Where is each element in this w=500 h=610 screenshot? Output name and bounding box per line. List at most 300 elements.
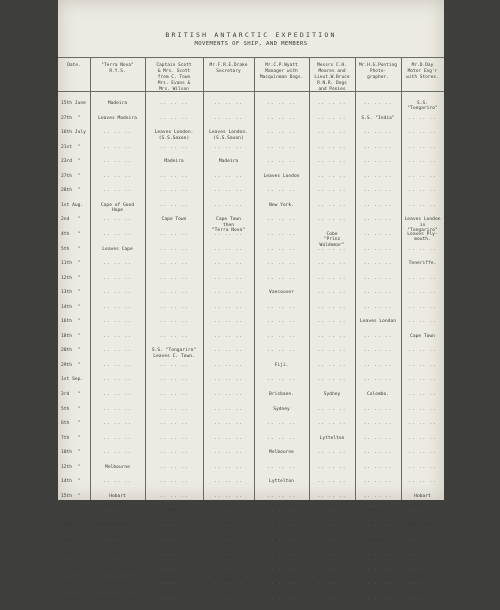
date-cell: 16th ": [61, 319, 81, 325]
ditto-marks: .. .. ..: [159, 522, 189, 528]
ditto-marks: .. .. ..: [214, 595, 243, 601]
table-cell: Leaves London: [360, 319, 396, 325]
ditto-marks: .. .. ..: [103, 261, 132, 267]
date-cell: 10th ": [61, 450, 81, 456]
column-header: Mr.F.R.E.Drake Secretary: [209, 63, 248, 74]
ditto-marks: .. .. ..: [317, 362, 347, 368]
ditto-marks: .. .. ..: [363, 362, 393, 368]
ditto-marks: .. .. ..: [103, 537, 132, 543]
table-cell: Madeira: [164, 159, 184, 165]
date-cell: 29th ": [61, 362, 81, 368]
table-row: [58, 217, 444, 232]
ditto-marks: .. .. ..: [317, 290, 347, 296]
ditto-marks: .. .. ..: [103, 304, 132, 310]
ditto-marks: .. .. ..: [159, 464, 189, 470]
document-subtitle: MOVEMENTS OF SHIP, AND MEMBERS: [194, 41, 308, 47]
ditto-marks: .. .. ..: [408, 508, 437, 514]
ditto-marks: .. .. ..: [408, 362, 437, 368]
ditto-marks: .. .. ..: [103, 144, 132, 150]
ditto-marks: .. .. ..: [159, 188, 189, 194]
table-cell: Leaves Melb'rn.: [96, 522, 139, 528]
table-row: [58, 116, 444, 131]
table-row: [58, 508, 444, 523]
ditto-marks: .. .. ..: [159, 537, 189, 543]
ditto-marks: .. .. ..: [159, 406, 189, 412]
table-cell: Sydney: [369, 537, 387, 543]
ditto-marks: .. .. ..: [363, 290, 393, 296]
table-cell: New Zealand: [407, 522, 438, 528]
ditto-marks: .. .. ..: [159, 290, 189, 296]
table-cell: Melbourne: [269, 450, 294, 456]
table-row: [58, 479, 444, 494]
table-row: [58, 232, 444, 247]
ditto-marks: .. .. ..: [214, 392, 243, 397]
ditto-marks: .. .. ..: [159, 144, 189, 150]
ditto-marks: .. .. ..: [267, 159, 296, 165]
table-cell: Melbourne: [105, 464, 130, 470]
ditto-marks: .. .. ..: [408, 421, 437, 427]
ditto-marks: .. .. ..: [214, 290, 243, 296]
ditto-marks: .. .. ..: [363, 552, 393, 558]
ditto-marks: .. .. ..: [363, 173, 393, 179]
ditto-marks: .. .. ..: [408, 537, 437, 543]
ditto-marks: .. .. ..: [363, 566, 393, 572]
ditto-marks: .. .. ..: [317, 188, 347, 194]
table-row: [58, 290, 444, 305]
ditto-marks: .. .. ..: [317, 130, 347, 136]
ditto-marks: .. .. ..: [159, 581, 189, 587]
table-row: [58, 130, 444, 145]
table-row: [58, 159, 444, 174]
table-cell: Hobart: [414, 493, 431, 499]
ditto-marks: .. .. ..: [214, 493, 243, 499]
ditto-marks: .. .. ..: [363, 421, 393, 427]
ditto-marks: .. .. ..: [408, 450, 437, 456]
table-cell: Cape of Good Hope: [100, 202, 135, 214]
ditto-marks: .. .. ..: [408, 464, 437, 470]
ditto-marks: .. .. ..: [159, 275, 189, 281]
document-sheet: [58, 0, 444, 601]
ditto-marks: .. .. ..: [159, 377, 189, 383]
table-cell: Colombo.: [366, 392, 390, 397]
ditto-marks: .. .. ..: [363, 202, 393, 208]
ditto-marks: .. .. ..: [317, 217, 347, 223]
ditto-marks: .. .. ..: [159, 450, 189, 456]
table-cell: Leaves Ply- mouth.: [407, 231, 438, 243]
ditto-marks: .. .. ..: [103, 188, 132, 194]
ditto-marks: .. .. ..: [363, 231, 393, 237]
ditto-marks: .. .. ..: [214, 566, 243, 572]
date-cell: 15th June: [61, 101, 86, 106]
ditto-marks: .. .. ..: [317, 319, 347, 325]
table-cell: Vancouver: [269, 290, 294, 296]
ditto-marks: .. .. ..: [408, 435, 437, 441]
table-cell: New York.: [269, 202, 294, 208]
table-cell: Leaves Sydney: [99, 566, 136, 572]
ditto-marks: .. .. ..: [363, 188, 393, 194]
ditto-marks: .. .. ..: [214, 115, 243, 121]
ditto-marks: .. .. ..: [317, 537, 347, 543]
ditto-marks: .. .. ..: [363, 595, 393, 601]
ditto-marks: .. .. ..: [214, 231, 243, 237]
table-cell: S.S. "Tongariro" Leaves C. Town.: [151, 348, 197, 359]
ditto-marks: .. .. ..: [363, 450, 393, 456]
ditto-marks: .. .. ..: [363, 261, 393, 267]
ditto-marks: .. .. ..: [214, 173, 243, 179]
ditto-marks: .. .. ..: [159, 435, 189, 441]
ditto-marks: .. .. ..: [159, 261, 189, 267]
table-cell: Lyttelton: [105, 581, 130, 587]
ditto-marks: .. .. ..: [103, 377, 132, 383]
column-header: Mr.H.G.Ponting Photo- grapher.: [359, 63, 397, 80]
ditto-marks: .. .. ..: [363, 144, 393, 150]
date-cell: 6th ": [61, 421, 81, 427]
ditto-marks: .. .. ..: [267, 188, 296, 194]
ditto-marks: .. .. ..: [408, 581, 437, 587]
ditto-marks: .. .. ..: [363, 522, 393, 528]
ditto-marks: .. .. ..: [363, 217, 393, 223]
table-cell: Sydney: [273, 406, 290, 412]
ditto-marks: .. .. ..: [408, 348, 437, 354]
ditto-marks: .. .. ..: [159, 115, 189, 121]
ditto-marks: .. .. ..: [267, 101, 296, 106]
date-cell: 14th ": [61, 479, 81, 485]
ditto-marks: .. .. ..: [267, 348, 296, 354]
table-row: [58, 363, 444, 378]
ditto-marks: .. .. ..: [214, 333, 243, 339]
ditto-marks: .. .. ..: [214, 479, 243, 485]
ditto-marks: .. .. ..: [317, 144, 347, 150]
table-row: [58, 145, 444, 160]
ditto-marks: .. .. ..: [363, 464, 393, 470]
ditto-marks: .. .. ..: [214, 362, 243, 368]
ditto-marks: .. .. ..: [317, 464, 347, 470]
table-cell: S.S. "Tongariro": [407, 101, 438, 112]
ditto-marks: .. .. ..: [214, 435, 243, 441]
ditto-marks: .. .. ..: [408, 479, 437, 485]
ditto-marks: .. .. ..: [103, 348, 132, 354]
ditto-marks: .. .. ..: [214, 275, 243, 281]
ditto-marks: .. .. ..: [103, 421, 132, 427]
ditto-marks: .. .. ..: [159, 392, 189, 397]
date-cell: 12th ": [61, 464, 81, 470]
ditto-marks: .. .. ..: [408, 319, 437, 325]
ditto-marks: .. .. ..: [267, 508, 296, 514]
table-cell: Madeira: [218, 159, 239, 165]
ditto-marks: .. .. ..: [363, 101, 393, 106]
ditto-marks: .. .. ..: [103, 406, 132, 412]
ditto-marks: .. .. ..: [159, 333, 189, 339]
ditto-marks: .. .. ..: [214, 522, 243, 528]
ditto-marks: .. .. ..: [214, 144, 243, 150]
ditto-marks: .. .. ..: [317, 115, 347, 121]
table-row: [58, 465, 444, 480]
ditto-marks: .. .. ..: [317, 348, 347, 354]
ditto-marks: .. .. ..: [267, 261, 296, 267]
ditto-marks: .. .. ..: [363, 304, 393, 310]
ditto-marks: .. .. ..: [103, 159, 132, 165]
ditto-marks: .. .. ..: [408, 115, 437, 121]
ditto-marks: .. .. ..: [317, 406, 347, 412]
ditto-marks: .. .. ..: [317, 421, 347, 427]
ditto-marks: .. .. ..: [408, 173, 437, 179]
ditto-marks: .. .. ..: [267, 304, 296, 310]
table-cell: Leaves Madeira: [98, 115, 137, 121]
ditto-marks: .. .. ..: [408, 377, 437, 383]
ditto-marks: .. .. ..: [159, 319, 189, 325]
ditto-marks: .. .. ..: [363, 493, 393, 499]
ditto-marks: .. .. ..: [267, 333, 296, 339]
ditto-marks: .. .. ..: [103, 508, 132, 514]
ditto-marks: .. .. ..: [159, 362, 189, 368]
ditto-marks: .. .. ..: [159, 493, 189, 499]
ditto-marks: .. .. ..: [103, 392, 132, 397]
date-cell: 4th Oct.: [61, 566, 84, 572]
ditto-marks: .. .. ..: [267, 464, 296, 470]
date-cell: 17th ": [61, 508, 81, 514]
table-row: [58, 523, 444, 538]
ditto-marks: .. .. ..: [408, 275, 437, 281]
ditto-marks: .. .. ..: [363, 479, 393, 485]
ditto-marks: .. .. ..: [267, 275, 296, 281]
date-cell: 14th ": [61, 304, 81, 310]
ditto-marks: .. .. ..: [317, 304, 347, 310]
ditto-marks: .. .. ..: [408, 304, 437, 310]
ditto-marks: .. .. ..: [103, 231, 132, 237]
ditto-marks: .. .. ..: [267, 377, 296, 383]
ditto-marks: .. .. ..: [103, 435, 132, 441]
ditto-marks: .. .. ..: [363, 159, 393, 165]
ditto-marks: .. .. ..: [408, 406, 437, 412]
ditto-marks: .. .. ..: [267, 566, 296, 572]
date-cell: 20th ": [61, 348, 81, 354]
ditto-marks: .. .. ..: [214, 319, 243, 325]
document-title: BRITISH ANTARCTIC EXPEDITION: [165, 31, 337, 39]
table-cell: Hobart: [109, 493, 126, 499]
ditto-marks: .. .. ..: [363, 377, 393, 383]
column-header: Messrs C.H. Meares and Lieut.W.Bruce R.N.R. Dogs and Ponies: [314, 63, 350, 92]
table-row: [58, 392, 444, 407]
ditto-marks: .. .. ..: [103, 275, 132, 281]
date-cell: 16th July: [61, 130, 86, 136]
table-row: [58, 247, 444, 262]
table-row: [58, 538, 444, 553]
ditto-marks: .. .. ..: [159, 304, 189, 310]
date-cell: 12th ": [61, 581, 81, 587]
ditto-marks: .. .. ..: [267, 319, 296, 325]
ditto-marks: .. .. ..: [267, 493, 296, 499]
table-row: [58, 334, 444, 349]
date-cell: 21st ": [61, 144, 81, 150]
ditto-marks: .. .. ..: [363, 130, 393, 136]
ditto-marks: .. .. ..: [214, 406, 243, 412]
date-cell: 7th ": [61, 435, 81, 441]
ditto-marks: .. .. ..: [159, 479, 189, 485]
column-header: Captain Scott & Mrs. Scott from C. Town Mrs. Evans & Mrs. Wilson: [156, 63, 192, 92]
table-cell: Lyttelton: [269, 479, 294, 485]
ditto-marks: .. .. ..: [103, 333, 132, 339]
ditto-marks: .. .. ..: [317, 595, 347, 601]
date-cell: 28th ": [61, 188, 81, 194]
ditto-marks: .. .. ..: [214, 304, 243, 310]
ditto-marks: .. .. ..: [267, 231, 296, 237]
table-cell: Leaves London. (S.S.Saxon): [209, 130, 248, 141]
ditto-marks: .. .. ..: [317, 202, 347, 208]
ditto-marks: .. .. ..: [267, 435, 296, 441]
ditto-marks: .. .. ..: [363, 581, 393, 587]
ditto-marks: .. .. ..: [408, 290, 437, 296]
header-top-rule: [58, 57, 444, 58]
date-cell: 4th ": [61, 231, 81, 237]
ditto-marks: .. .. ..: [317, 159, 347, 165]
ditto-marks: .. .. ..: [408, 188, 437, 194]
column-header: "Terra Nova" R.Y.S.: [101, 63, 134, 74]
ditto-marks: .. .. ..: [317, 508, 347, 514]
ditto-marks: .. .. ..: [103, 479, 132, 485]
table-row: [58, 407, 444, 422]
ditto-marks: .. .. ..: [267, 130, 296, 136]
table-row: [58, 581, 444, 596]
date-cell: 24th ": [61, 552, 81, 558]
ditto-marks: .. .. ..: [317, 479, 347, 485]
ditto-marks: .. .. ..: [159, 566, 189, 572]
header-bottom-rule: [58, 91, 444, 92]
date-cell: 27th ": [61, 173, 81, 179]
date-cell: 23rd ": [61, 159, 81, 165]
ditto-marks: .. .. ..: [214, 537, 243, 543]
ditto-marks: .. .. ..: [408, 130, 437, 136]
date-cell: 1st Sep.: [61, 377, 84, 383]
ditto-marks: .. .. ..: [317, 275, 347, 281]
table-cell: Leaves London: [263, 173, 300, 179]
date-cell: 5th ": [61, 246, 81, 252]
ditto-marks: .. .. ..: [214, 188, 243, 194]
table-row: [58, 261, 444, 276]
table-cell: Adelaide: [366, 508, 390, 514]
ditto-marks: .. .. ..: [214, 377, 243, 383]
date-cell: 13th Nov.: [61, 595, 86, 601]
ditto-marks: .. .. ..: [408, 552, 437, 558]
ditto-marks: .. .. ..: [317, 246, 347, 252]
ditto-marks: .. .. ..: [214, 450, 243, 456]
table-row: [58, 319, 444, 334]
date-cell: 15th ": [61, 493, 81, 499]
date-cell: 13th ": [61, 290, 81, 296]
ditto-marks: .. .. ..: [214, 552, 243, 558]
table-cell: Cobe "Prinz Waldemar": [319, 231, 345, 248]
ditto-marks: .. .. ..: [267, 144, 296, 150]
ditto-marks: .. .. ..: [267, 581, 296, 587]
table-row: [58, 436, 444, 451]
ditto-marks: .. .. ..: [214, 421, 243, 427]
date-cell: 1st Aug.: [61, 202, 84, 208]
table-cell: Leaves London in "Tongariro": [404, 217, 441, 234]
date-cell: 27th ": [61, 115, 81, 121]
table-cell: Lyttelton: [319, 435, 345, 441]
ditto-marks: .. .. ..: [159, 595, 189, 601]
table-cell: Fiji.: [274, 362, 289, 368]
ditto-marks: .. .. ..: [317, 173, 347, 179]
ditto-marks: .. .. ..: [363, 275, 393, 281]
ditto-marks: .. .. ..: [317, 522, 347, 528]
ditto-marks: .. .. ..: [103, 362, 132, 368]
ditto-marks: .. .. ..: [363, 333, 393, 339]
table-row: [58, 101, 444, 116]
date-cell: 5th ": [61, 406, 81, 412]
column-header: Mr.D.Day Motor Eng'r with Stores.: [406, 63, 439, 80]
date-cell: 11th ": [61, 261, 81, 267]
date-cell: 22nd ": [61, 537, 81, 543]
ditto-marks: .. .. ..: [214, 202, 243, 208]
ditto-marks: .. .. ..: [159, 552, 189, 558]
ditto-marks: .. .. ..: [267, 595, 296, 601]
ditto-marks: .. .. ..: [408, 595, 437, 601]
table-cell: Cape Town then "Terra Nova": [211, 217, 246, 234]
table-cell: Leaves Lytt'ton.: [95, 595, 140, 601]
table-cell: Leaves London. (S.S.Saxon): [154, 130, 194, 141]
ditto-marks: .. .. ..: [317, 581, 347, 587]
ditto-marks: .. .. ..: [408, 392, 437, 397]
ditto-marks: .. .. ..: [317, 101, 347, 106]
ditto-marks: .. .. ..: [214, 246, 243, 252]
ditto-marks: .. .. ..: [103, 290, 132, 296]
ditto-marks: .. .. ..: [159, 246, 189, 252]
ditto-marks: .. .. ..: [317, 552, 347, 558]
table-cell: Leaves Cape: [102, 246, 133, 252]
ditto-marks: .. .. ..: [317, 493, 347, 499]
ditto-marks: .. .. ..: [267, 421, 296, 427]
ditto-marks: .. .. ..: [267, 217, 296, 223]
table-cell: Sydney: [323, 392, 341, 397]
ditto-marks: .. .. ..: [214, 581, 243, 587]
date-cell: 2nd ": [61, 217, 81, 223]
ditto-marks: .. .. ..: [317, 377, 347, 383]
table-row: [58, 188, 444, 203]
table-row: [58, 377, 444, 392]
ditto-marks: .. .. ..: [103, 173, 132, 179]
ditto-marks: .. .. ..: [103, 130, 132, 136]
table-row: [58, 348, 444, 363]
table-row: [58, 552, 444, 567]
table-cell: Cape Town: [161, 217, 187, 223]
ditto-marks: .. .. ..: [103, 217, 132, 223]
ditto-marks: .. .. ..: [159, 101, 189, 106]
ditto-marks: .. .. ..: [408, 159, 437, 165]
ditto-marks: .. .. ..: [267, 246, 296, 252]
ditto-marks: .. .. ..: [317, 450, 347, 456]
table-cell: S.S. "India": [361, 115, 395, 121]
ditto-marks: .. .. ..: [408, 202, 437, 208]
ditto-marks: .. .. ..: [363, 435, 393, 441]
date-cell: 20th ": [61, 522, 81, 528]
ditto-marks: .. .. ..: [317, 261, 347, 267]
ditto-marks: .. .. ..: [214, 464, 243, 470]
date-cell: 18th ": [61, 333, 81, 339]
ditto-marks: .. .. ..: [159, 173, 189, 179]
table-cell: Sydney.: [107, 552, 128, 558]
ditto-marks: .. .. ..: [408, 144, 437, 150]
ditto-marks: .. .. ..: [267, 522, 296, 528]
table-row: [58, 305, 444, 320]
table-row: [58, 203, 444, 218]
ditto-marks: .. .. ..: [214, 101, 243, 106]
table-cell: Brisbane.: [269, 392, 294, 397]
ditto-marks: .. .. ..: [317, 566, 347, 572]
table-row: [58, 421, 444, 436]
table-cell: Melbourne: [161, 508, 187, 514]
date-cell: 12th ": [61, 275, 81, 281]
date-cell: 3rd ": [61, 392, 81, 397]
